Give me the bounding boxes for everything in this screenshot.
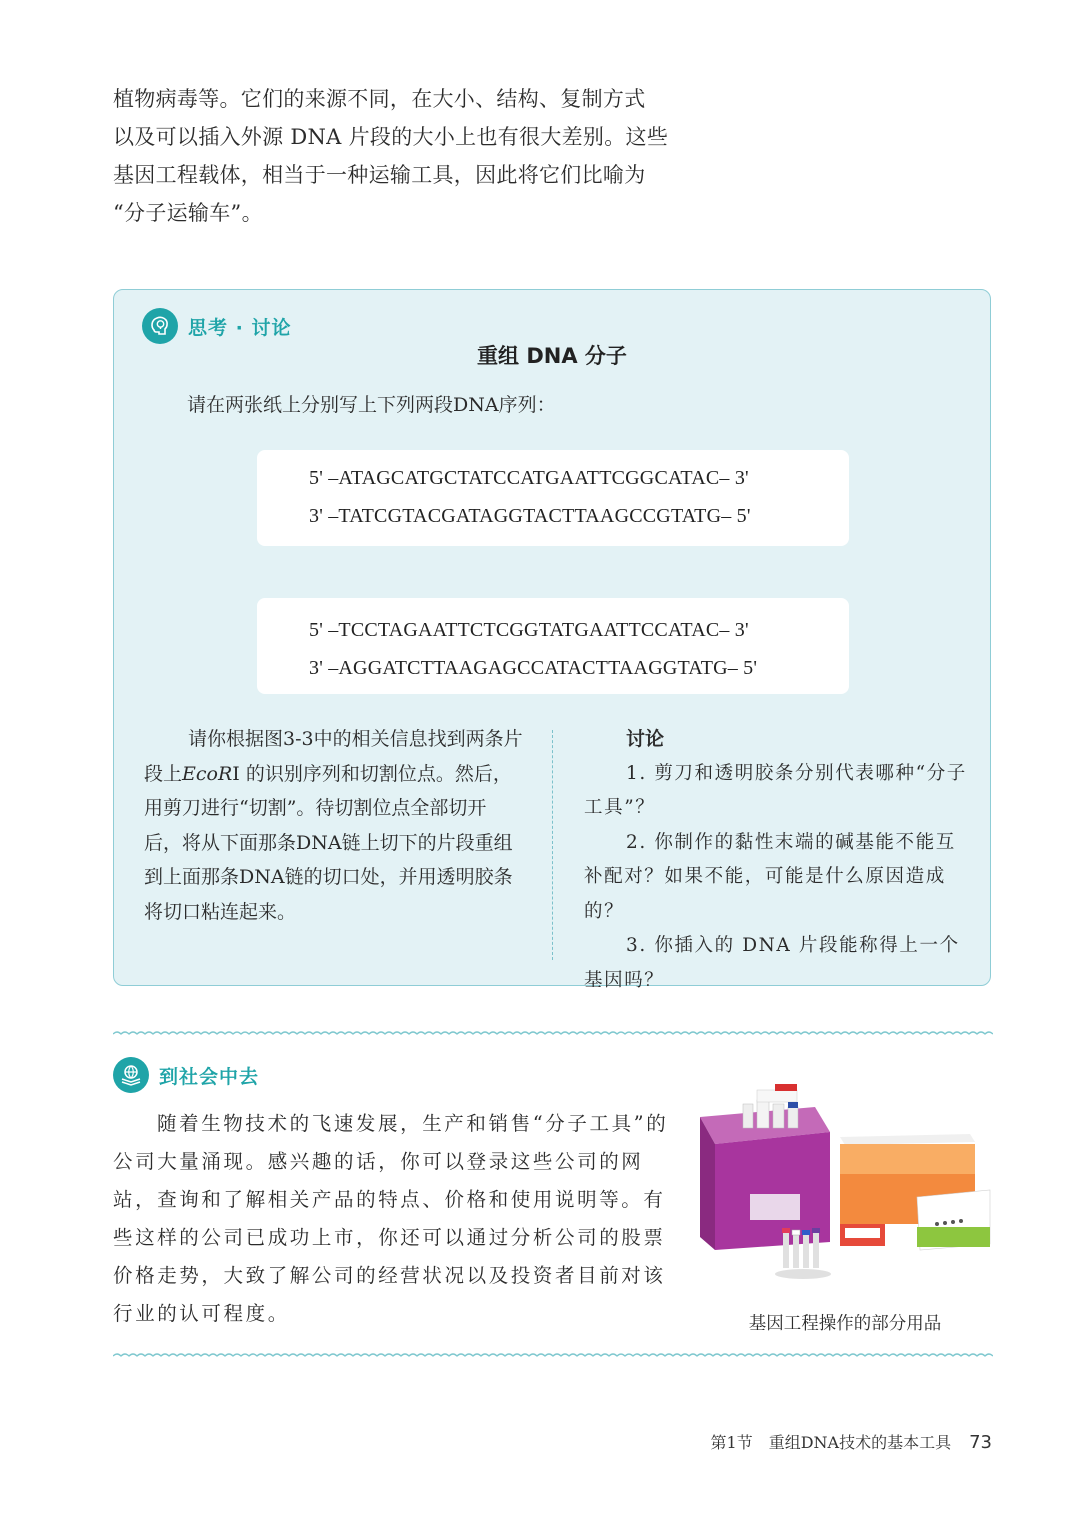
enzyme-roman: I <box>232 762 240 785</box>
activity-text-part: 的识别序列和切割位点。然后，用剪刀进行“切割”。待切割位点全部切开后，将从下面那条DNA链上切下的片段重组到上面那条DNA链的切口处，并用透明胶条将切口粘连起来。 <box>144 762 513 923</box>
discussion-question: 1. 剪刀和透明胶条分别代表哪种“分子工具”？ <box>584 762 967 818</box>
sequence-strand: 5' –ATAGCATGCTATCCATGAATTCGGCATAC– 3' <box>309 467 749 489</box>
activity-text-part: 请你根据图3-3中的相关信息找到两条片段上 <box>144 728 523 785</box>
photo-caption: 基因工程操作的部分用品 <box>748 1314 942 1334</box>
intro-line: 植物病毒等。它们的来源不同，在大小、结构、复制方式 <box>113 87 646 111</box>
society-text: 随着生物技术的飞速发展，生产和销售“分子工具”的公司大量涌现。感兴趣的话，你可以登录这些公司的网站，查询和了解相关产品的特点、价格和使用说明等。有些这样的公司已成功上市，你还可以通过分析公司的股票价格走势，大致了解公司的经营状况以及投资者目前对该行业的认可程度。 <box>113 1112 669 1325</box>
lightbulb-head-icon <box>142 308 178 344</box>
page-footer <box>711 1430 992 1453</box>
wavy-divider-top <box>113 1030 993 1038</box>
think-discuss-label: 思考 · 讨论 <box>188 316 292 339</box>
sequence-strand: 5' –TCCTAGAATTCTCGGTATGAATTCCATAC– 3' <box>309 619 749 641</box>
society-label: 到社会中去 <box>159 1065 260 1088</box>
sequence-strand: 3' –TATCGTACGATAGGTACTTAAGCCGTATG– 5' <box>309 505 751 527</box>
page-number: 73 <box>969 1432 992 1453</box>
society-paragraph <box>113 1105 673 1333</box>
dna-sequence-card-2 <box>257 598 849 694</box>
discussion-question: 3. 你插入的 DNA 片段能称得上一个基因吗？ <box>584 935 960 991</box>
section-title: 第1节 重组DNA技术的基本工具 <box>710 1433 952 1452</box>
enzyme-name: EcoR <box>182 762 233 785</box>
sequence-strand: 3' –AGGATCTTAAGAGCCATACTTAAGGTATG– 5' <box>309 657 758 679</box>
globe-book-icon <box>113 1057 149 1093</box>
intro-line: 基因工程载体，相当于一种运输工具，因此将它们比喻为 <box>113 163 646 187</box>
discussion-heading: 讨论 <box>626 728 665 750</box>
dna-sequence-card-1 <box>257 450 849 546</box>
intro-line: 以及可以插入外源 DNA 片段的大小上也有很大差别。这些 <box>113 125 669 149</box>
intro-paragraph <box>113 80 673 232</box>
column-divider <box>552 730 553 960</box>
activity-instructions <box>144 722 524 929</box>
think-discuss-box <box>113 289 991 991</box>
box-title: 重组 DNA 分子 <box>477 344 627 368</box>
wavy-divider-bottom <box>113 1352 993 1360</box>
discussion-question: 2. 你制作的黏性末端的碱基能不能互补配对？如果不能，可能是什么原因造成的？ <box>584 831 956 922</box>
society-badge <box>113 1057 259 1093</box>
intro-line: “分子运输车”。 <box>113 201 263 225</box>
instruction-text: 请在两张纸上分别写上下列两段DNA序列： <box>187 394 556 416</box>
lab-supplies-photo <box>695 1082 995 1287</box>
discussion-section <box>584 722 969 998</box>
think-discuss-badge <box>142 308 291 344</box>
